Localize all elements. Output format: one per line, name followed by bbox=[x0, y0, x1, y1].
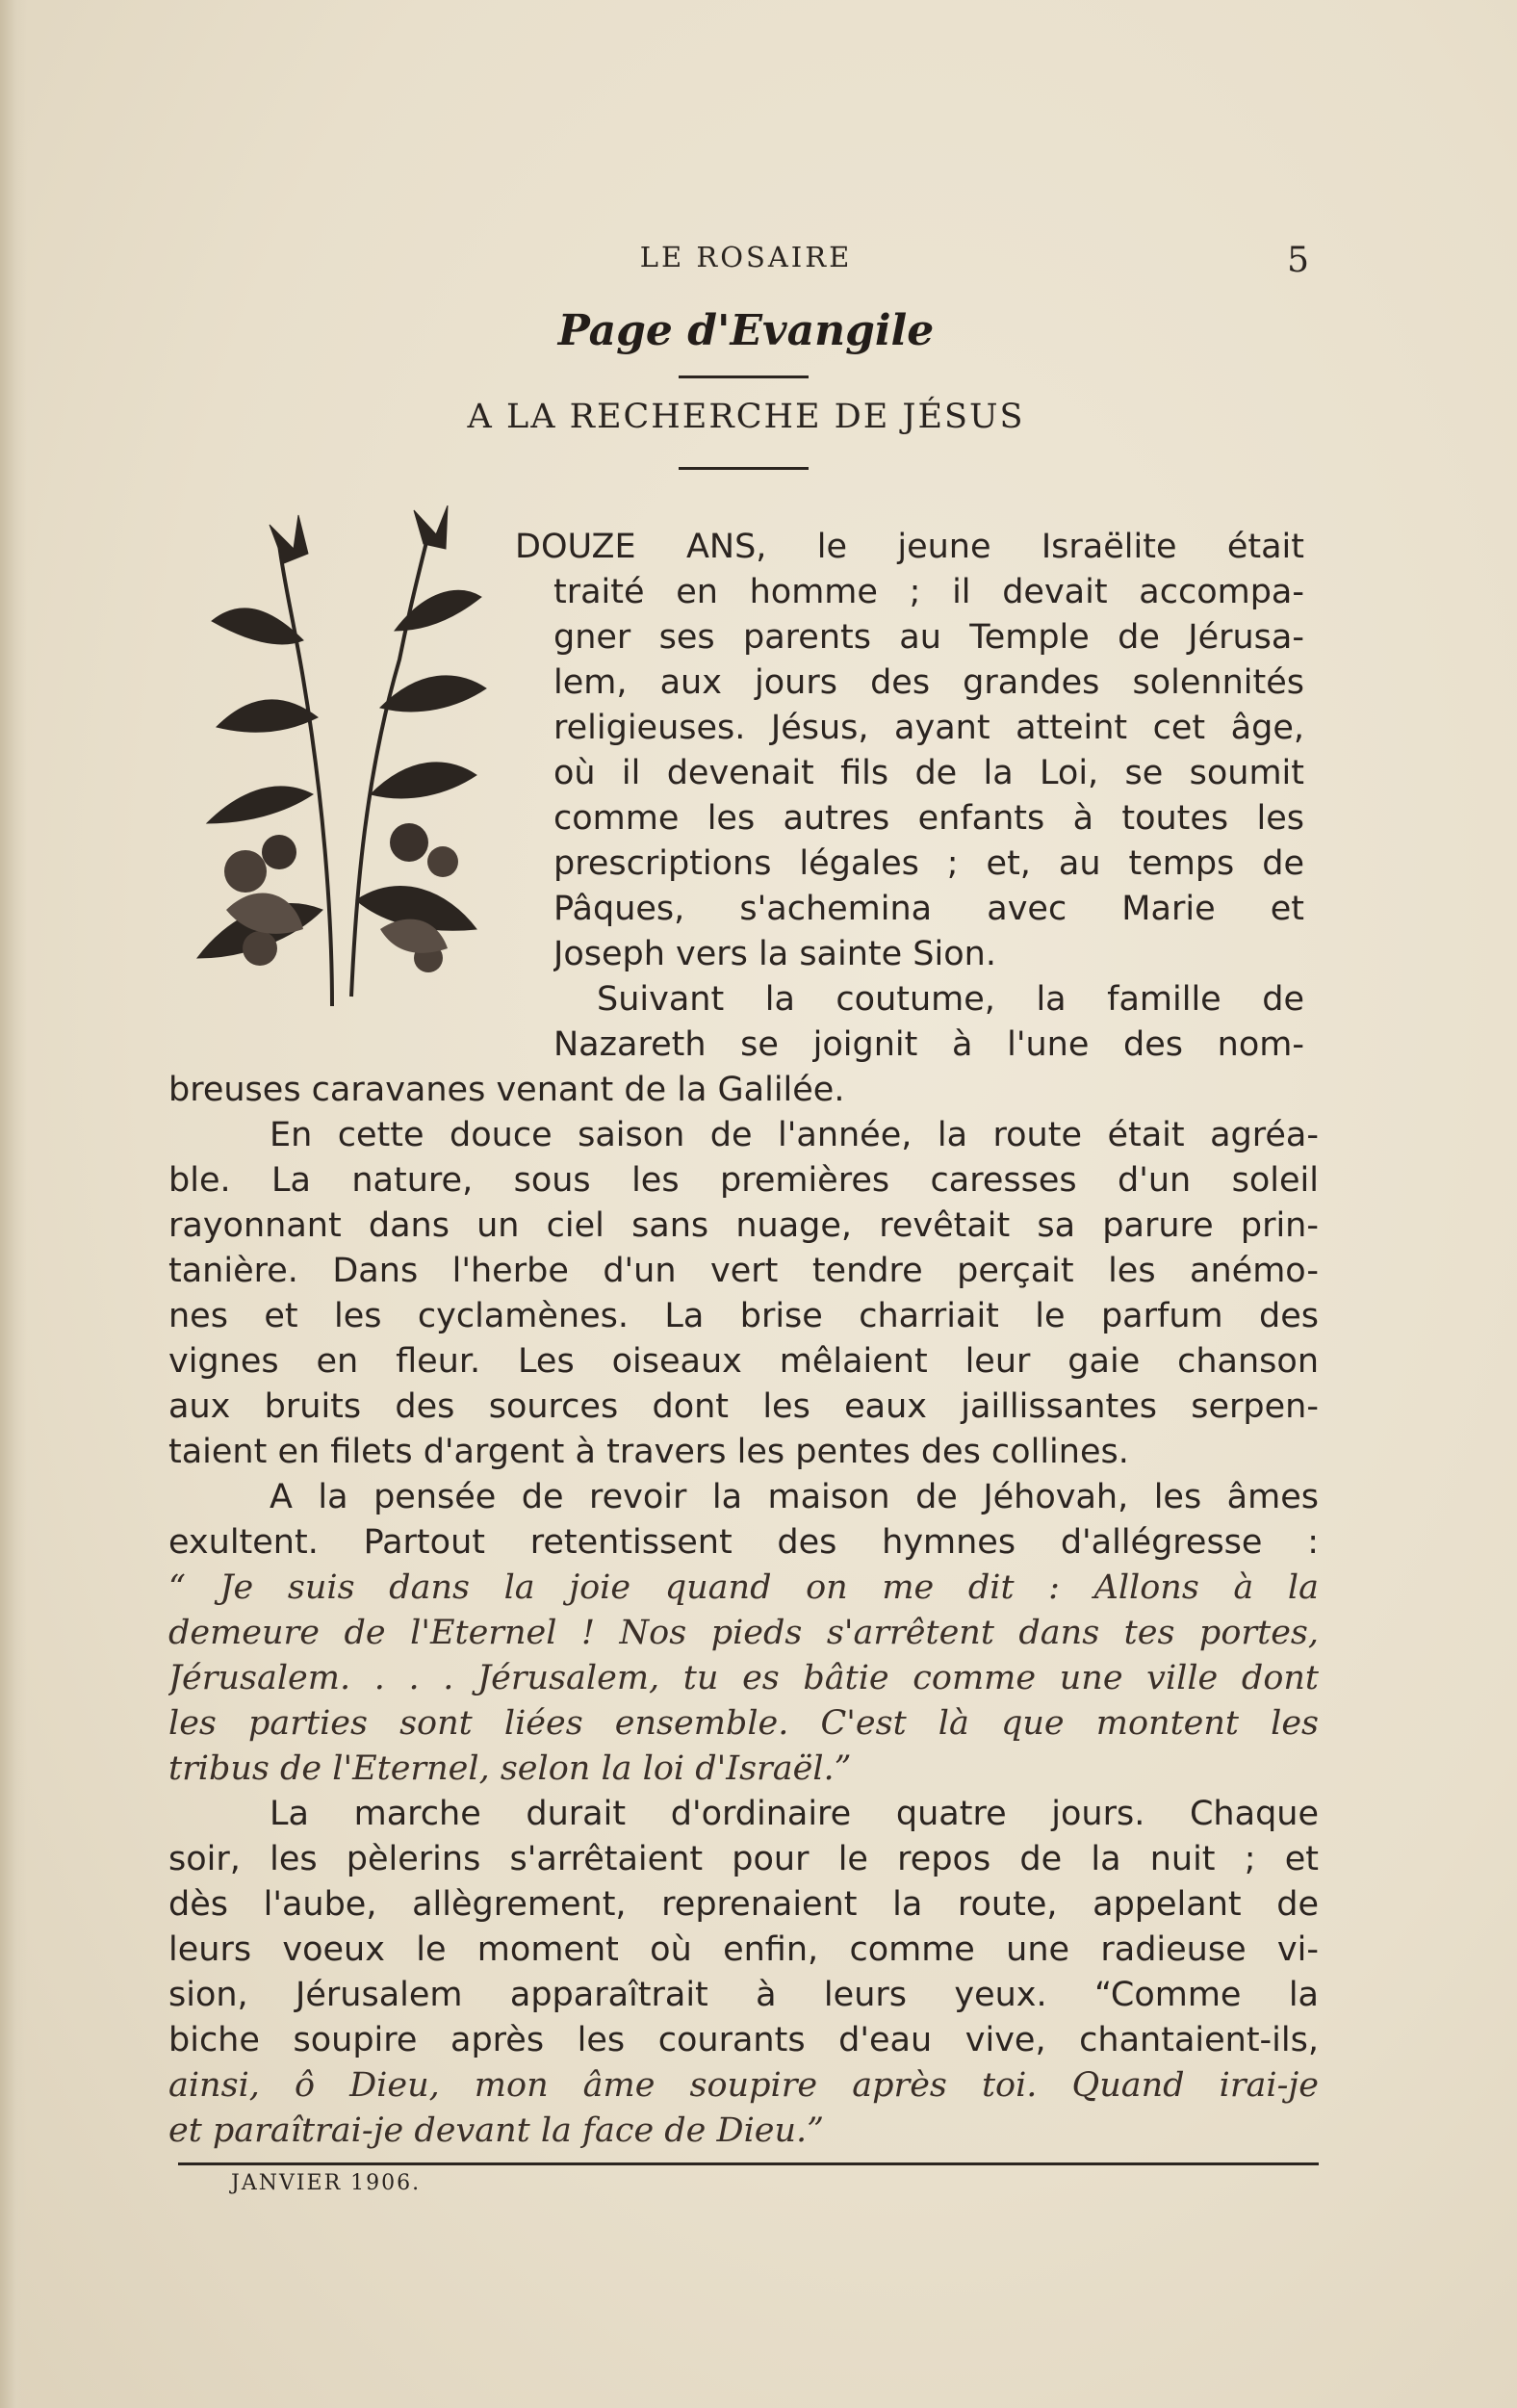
text-line: Suivant la coutume, la famille de bbox=[597, 980, 1304, 1019]
text-line: Jérusalem. . . . Jérusalem, tu es bâtie comme une ville dont bbox=[168, 1659, 1319, 1697]
text-line: Joseph vers la sainte Sion. bbox=[553, 935, 996, 973]
text-line: les parties sont liées ensemble. C'est là que montent les bbox=[168, 1704, 1319, 1743]
page-number: 5 bbox=[1287, 241, 1309, 280]
footer-rule bbox=[178, 2162, 1319, 2165]
text-line: biche soupire après les courants d'eau vive, chantaient-ils, bbox=[168, 2021, 1319, 2059]
text-line: comme les autres enfants à toutes les bbox=[553, 799, 1304, 838]
text-line: ble. La nature, sous les premières caresses d'un soleil bbox=[168, 1161, 1319, 1200]
text-line: tanière. Dans l'herbe d'un vert tendre perçait les anémo- bbox=[168, 1252, 1319, 1290]
text-line: Pâques, s'achemina avec Marie et bbox=[553, 890, 1304, 928]
text-line: “ Je suis dans la joie quand on me dit : Allons à la bbox=[168, 1568, 1319, 1607]
text-line: dès l'aube, allègrement, reprenaient la route, appelant de bbox=[168, 1885, 1319, 1924]
text-line: exultent. Partout retentissent des hymnes d'allégresse : bbox=[168, 1523, 1319, 1562]
text-line: soir, les pèlerins s'arrêtaient pour le repos de la nuit ; et bbox=[168, 1840, 1319, 1878]
running-title: LE ROSAIRE bbox=[639, 241, 853, 273]
text-line: sion, Jérusalem apparaîtrait à leurs yeux. “Comme la bbox=[168, 1976, 1319, 2014]
section-title: Page d'Evangile bbox=[557, 306, 935, 355]
text-line: ainsi, ô Dieu, mon âme soupire après toi. Quand irai-je bbox=[168, 2066, 1319, 2105]
text-line: demeure de l'Eternel ! Nos pieds s'arrêtent dans tes portes, bbox=[168, 1614, 1319, 1652]
text-line: lem, aux jours des grandes solennités bbox=[553, 663, 1304, 702]
text-line: prescriptions légales ; et, au temps de bbox=[553, 844, 1304, 883]
text-line: où il devenait fils de la Loi, se soumit bbox=[553, 754, 1304, 792]
text-line: breuses caravanes venant de la Galilée. bbox=[168, 1071, 845, 1109]
text-line: DOUZE ANS, le jeune Israëlite était bbox=[515, 528, 1304, 566]
text-line: rayonnant dans un ciel sans nuage, revêtait sa parure prin- bbox=[168, 1206, 1319, 1245]
text-line: aux bruits des sources dont les eaux jaillissantes serpen- bbox=[168, 1387, 1319, 1426]
text-line: taient en filets d'argent à travers les pentes des collines. bbox=[168, 1433, 1129, 1471]
text-line: tribus de l'Eternel, selon la loi d'Israël.” bbox=[168, 1749, 852, 1788]
footer-signature: JANVIER 1906. bbox=[231, 2171, 422, 2195]
text-line: Nazareth se joignit à l'une des nom- bbox=[553, 1025, 1304, 1064]
text-line: La marche durait d'ordinaire quatre jours. Chaque bbox=[270, 1795, 1319, 1833]
text-line: leurs voeux le moment où enfin, comme une radieuse vi- bbox=[168, 1930, 1319, 1969]
text-line: gner ses parents au Temple de Jérusa- bbox=[553, 618, 1304, 657]
text-line: et paraîtrai-je devant la face de Dieu.” bbox=[168, 2111, 825, 2150]
article-title: A LA RECHERCHE DE JÉSUS bbox=[467, 398, 1025, 436]
text-line: religieuses. Jésus, ayant atteint cet âge, bbox=[553, 709, 1304, 747]
text-line: vignes en fleur. Les oiseaux mêlaient leur gaie chanson bbox=[168, 1342, 1319, 1381]
text-line: nes et les cyclamènes. La brise charriait le parfum des bbox=[168, 1297, 1319, 1335]
text-line: En cette douce saison de l'année, la route était agréa- bbox=[270, 1116, 1319, 1154]
text-line: A la pensée de revoir la maison de Jéhovah, les âmes bbox=[270, 1478, 1319, 1516]
text-line: traité en homme ; il devait accompa- bbox=[553, 573, 1304, 611]
